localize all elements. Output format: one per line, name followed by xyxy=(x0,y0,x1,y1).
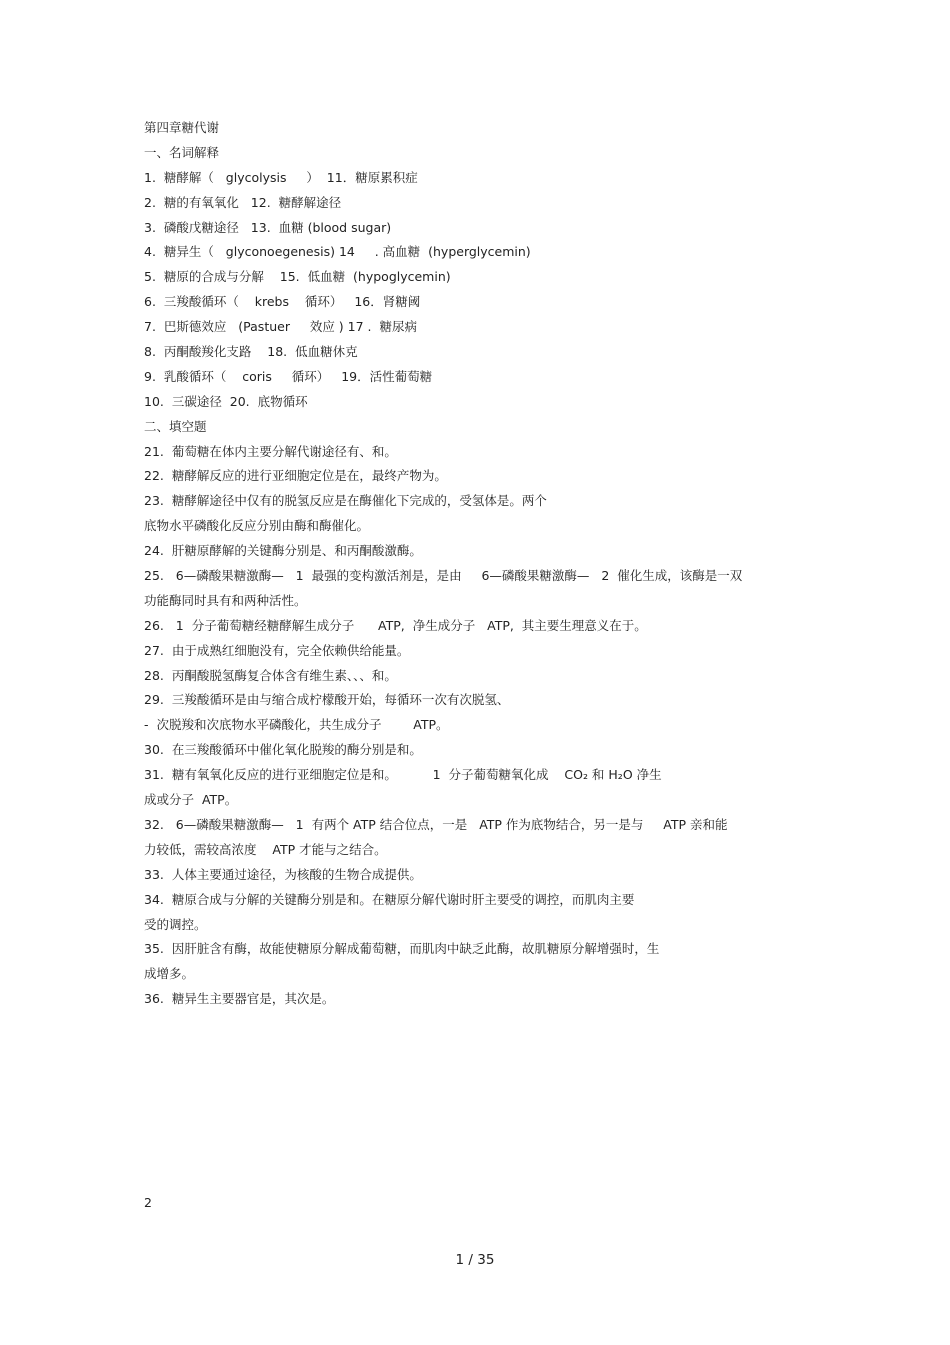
term-line: 7. 巴斯德效应 (Pastuer 效应 ) 17 . 糖尿病 xyxy=(144,319,417,335)
question-line: 21. 葡萄糖在体内主要分解代谢途径有、和。 xyxy=(144,443,397,459)
term-line: 6. 三羧酸循环（ krebs 循环） 16．肾糖阈 xyxy=(144,294,421,310)
term-line: 9. 乳酸循环（ coris 循环） 19．活性葡萄糖 xyxy=(144,368,433,384)
question-line: 24. 肝糖原酵解的关键酶分别是、和丙酮酸激酶。 xyxy=(144,543,422,559)
question-line: 功能酶同时具有和两种活性。 xyxy=(144,592,307,608)
document-body xyxy=(144,116,784,1012)
term-line: 4. 糖异生（ glyconoegenesis) 14 . 高血糖 (hyperglycemin) xyxy=(144,244,531,260)
question-line: 底物水平磷酸化反应分别由酶和酶催化。 xyxy=(144,518,370,534)
question-line: 25. 6—磷酸果糖激酶— 1 最强的变构激活剂是，是由 6—磷酸果糖激酶— 2 催化生成，该酶是一双 xyxy=(144,568,743,584)
question-line: 30. 在三羧酸循环中催化氧化脱羧的酶分别是和。 xyxy=(144,742,422,758)
page-indicator: 1 / 35 xyxy=(455,1252,495,1268)
question-line: 32. 6—磷酸果糖激酶— 1 有两个 ATP 结合位点，一是 ATP 作为底物结合，另一是与 ATP 亲和能 xyxy=(144,816,728,832)
term-line: 8. 丙酮酸羧化支路 18. 低血糖休克 xyxy=(144,344,358,360)
question-line: 34. 糖原合成与分解的关键酶分别是和。在糖原分解代谢时肝主要受的调控，而肌肉主要 xyxy=(144,891,635,907)
question-line: 35. 因肝脏含有酶，故能使糖原分解成葡萄糖，而肌肉中缺乏此酶，故肌糖原分解增强时，生 xyxy=(144,941,660,957)
question-line: 成或分子 ATP。 xyxy=(144,792,238,808)
question-line: 受的调控。 xyxy=(144,916,207,932)
question-line: 33. 人体主要通过途径，为核酸的生物合成提供。 xyxy=(144,866,422,882)
chapter-title: 第四章糖代谢 xyxy=(144,120,220,135)
question-line: 26. 1 分子葡萄糖经糖酵解生成分子 ATP, 净生成分子 ATP, 其主要生理意义在于。 xyxy=(144,617,647,633)
question-line: 28. 丙酮酸脱氢酶复合体含有维生素、、、和。 xyxy=(144,667,397,683)
term-line: 1. 糖酵解（ glycolysis ） 11．糖原累积症 xyxy=(144,169,418,185)
page-marker: 2 xyxy=(144,1195,152,1210)
question-line: 22. 糖酵解反应的进行亚细胞定位是在，最终产物为。 xyxy=(144,468,447,484)
question-line: 23. 糖酵解途径中仅有的脱氢反应是在酶催化下完成的，受氢体是。两个 xyxy=(144,493,547,509)
question-line: 27. 由于成熟红细胞没有，完全依赖供给能量。 xyxy=(144,642,410,658)
term-line: 10. 三碳途径 20. 底物循环 xyxy=(144,393,308,409)
term-line: 3. 磷酸戊糖途径 13. 血糖 (blood sugar) xyxy=(144,219,392,235)
question-line: 力较低，需较高浓度 ATP 才能与之结合。 xyxy=(144,841,387,857)
question-line: 成增多。 xyxy=(144,966,195,982)
question-line: 29. 三羧酸循环是由与缩合成柠檬酸开始，每循环一次有次脱氢、 xyxy=(144,692,510,708)
question-line: - 次脱羧和次底物水平磷酸化，共生成分子 ATP。 xyxy=(144,717,449,733)
section-heading-fill-in: 二、填空题 xyxy=(144,418,207,434)
term-line: 5. 糖原的合成与分解 15. 低血糖 (hypoglycemin) xyxy=(144,269,451,285)
section-heading-terms: 一、名词解释 xyxy=(144,144,220,160)
question-line: 31. 糖有氧氧化反应的进行亚细胞定位是和。 1 分子葡萄糖氧化成 CO₂ 和 H₂O 净生 xyxy=(144,767,662,783)
term-line: 2. 糖的有氧氧化 12. 糖酵解途径 xyxy=(144,194,342,210)
question-line: 36. 糖异生主要器官是，其次是。 xyxy=(144,991,335,1007)
